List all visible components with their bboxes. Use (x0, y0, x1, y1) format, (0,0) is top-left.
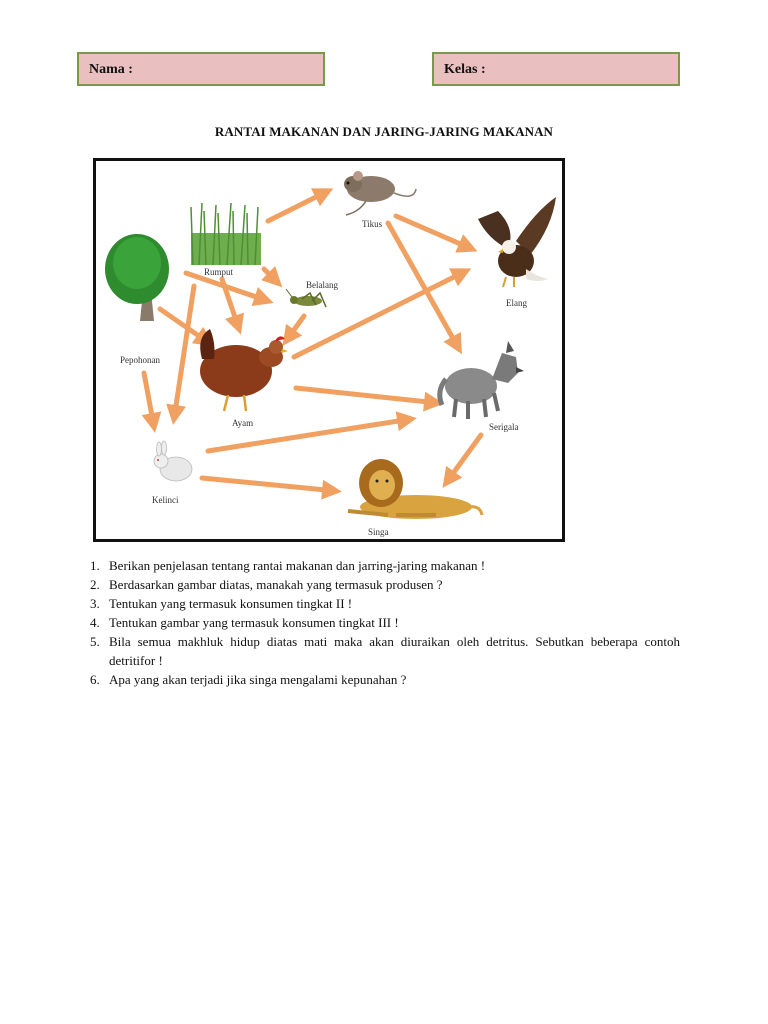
eagle-icon (478, 197, 556, 287)
arrow-rumput-tikus (268, 191, 328, 221)
list-item (90, 632, 680, 670)
rabbit-icon (154, 441, 192, 481)
grass-icon (191, 203, 261, 265)
arrow-tikus-serigala (388, 223, 459, 349)
arrow-pepohonan-kelinci (144, 373, 154, 427)
question-number: 1. (90, 558, 100, 573)
question-text: Tentukan yang termasuk konsumen tingkat II ! (109, 596, 353, 611)
label-tikus: Tikus (362, 219, 383, 229)
label-rumput: Rumput (204, 267, 234, 277)
list-item (90, 575, 680, 594)
lion-icon (348, 459, 482, 519)
chicken-icon (200, 329, 288, 411)
name-label: Nama : (89, 62, 133, 77)
question-number: 6. (90, 672, 100, 687)
question-number: 4. (90, 615, 100, 630)
class-field[interactable] (432, 52, 680, 86)
label-elang: Elang (506, 298, 527, 308)
list-item (90, 556, 680, 575)
question-number: 2. (90, 577, 100, 592)
label-ayam: Ayam (232, 418, 254, 428)
arrow-kelinci-singa (202, 478, 336, 491)
food-web-diagram (93, 158, 565, 542)
question-number: 3. (90, 596, 100, 611)
question-text: Berdasarkan gambar diatas, manakah yang termasuk produsen ? (109, 577, 443, 592)
label-pepohonan: Pepohonan (120, 355, 160, 365)
arrow-serigala-singa (446, 435, 481, 483)
label-kelinci: Kelinci (152, 495, 179, 505)
label-belalang: Belalang (306, 280, 338, 290)
label-singa: Singa (368, 527, 389, 537)
question-text: Bila semua makhluk hidup diatas mati maka akan diuraikan oleh detritus. Sebutkan beberapa contoh detritifor ! (109, 634, 680, 668)
name-field[interactable] (77, 52, 325, 86)
arrow-ayam-serigala (296, 388, 438, 403)
grasshopper-icon (286, 289, 326, 307)
arrow-rumput-belalang-1 (264, 269, 278, 283)
page-title: RANTAI MAKANAN DAN JARING-JARING MAKANAN (214, 124, 554, 139)
question-text: Berikan penjelasan tentang rantai makanan dan jarring-jaring makanan ! (109, 558, 486, 573)
list-item (90, 613, 680, 632)
question-text: Apa yang akan terjadi jika singa mengalami kepunahan ? (109, 672, 407, 687)
food-web-svg (96, 161, 562, 539)
question-list (90, 556, 680, 689)
arrow-tikus-elang (396, 216, 472, 249)
list-item (90, 670, 680, 689)
arrow-rumput-kelinci (174, 286, 194, 419)
mouse-icon (344, 171, 416, 215)
question-number: 5. (90, 634, 100, 649)
question-text: Tentukan gambar yang termasuk konsumen tingkat III ! (109, 615, 399, 630)
wolf-icon (440, 341, 524, 419)
arrow-belalang-ayam (286, 316, 304, 341)
list-item (90, 594, 680, 613)
label-serigala: Serigala (489, 422, 519, 432)
class-label: Kelas : (444, 62, 486, 77)
